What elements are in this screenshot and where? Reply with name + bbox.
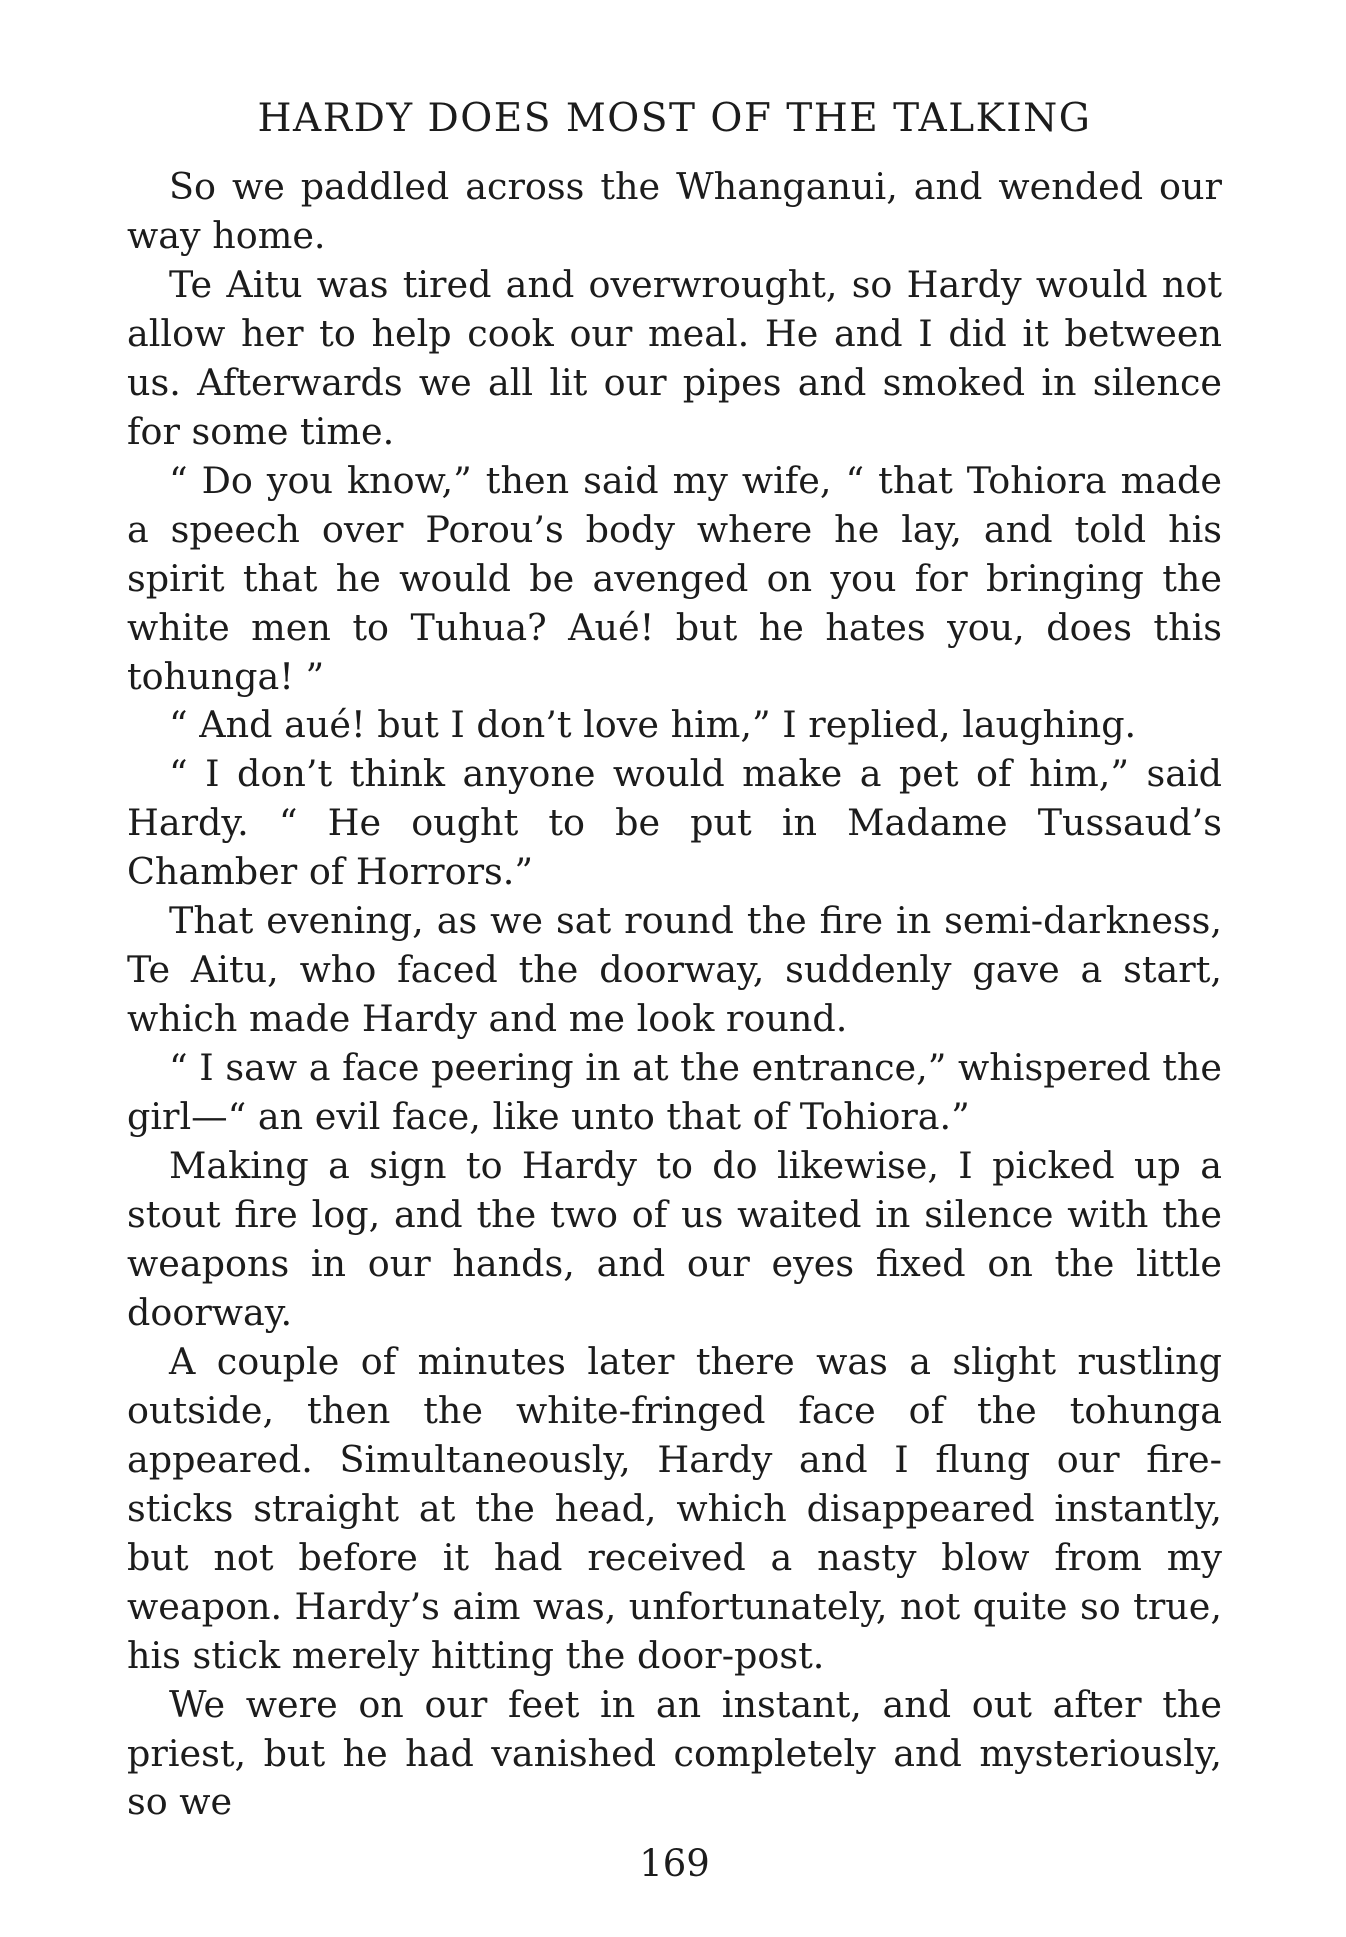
paragraph: “ Do you know,” then said my wife, “ that Tohiora made a speech over Porou’s body where he lay, and told his spirit that he would be avenged on you for bringing the white men to Tuhua? Aué! but he hates you, does this tohunga! ” xyxy=(127,458,1222,698)
paragraph: Te Aitu was tired and overwrought, so Hardy would not allow her to help cook our meal. He and I did it between us. Afterwards we all lit our pipes and smoked in silence for some time. xyxy=(127,262,1222,453)
page-number: 169 xyxy=(639,1842,710,1885)
paragraph: A couple of minutes later there was a slight rustling outside, then the white-fringed face of the tohunga appeared. Simultaneously, Hardy and I flung our fire-sticks straight at the head, which disappeared instantly, but not before it had received a nasty blow from my weapon. Hardy’s aim was, unfortunately, not quite so true, his stick merely hitting the door-post. xyxy=(127,1339,1222,1677)
paragraph: “ And aué! but I don’t love him,” I replied, laughing. xyxy=(169,703,1137,747)
paragraph: So we paddled across the Whanganui, and wended our way home. xyxy=(127,165,1222,257)
paragraph: “ I don’t think anyone would make a pet of him,” said Hardy. “ He ought to be put in Madame Tussaud’s Chamber of Horrors.” xyxy=(127,752,1222,894)
paragraph: Making a sign to Hardy to do likewise, I picked up a stout fire log, and the two of us waited in silence with the weapons in our hands, and our eyes fixed on the little doorway. xyxy=(127,1144,1222,1334)
body-text xyxy=(127,163,1222,1827)
paragraph: “ I saw a face peering in at the entrance,” whispered the girl—“ an evil face, like unto that of Tohiora.” xyxy=(127,1046,1222,1139)
running-head: HARDY DOES MOST OF THE TALKING xyxy=(257,96,1092,141)
paragraph: We were on our feet in an instant, and out after the priest, but he had vanished completely and mysteriously, so we xyxy=(127,1682,1222,1824)
paragraph: That evening, as we sat round the fire in semi-darkness, Te Aitu, who faced the doorway, suddenly gave a start, which made Hardy and me look round. xyxy=(127,899,1222,1041)
